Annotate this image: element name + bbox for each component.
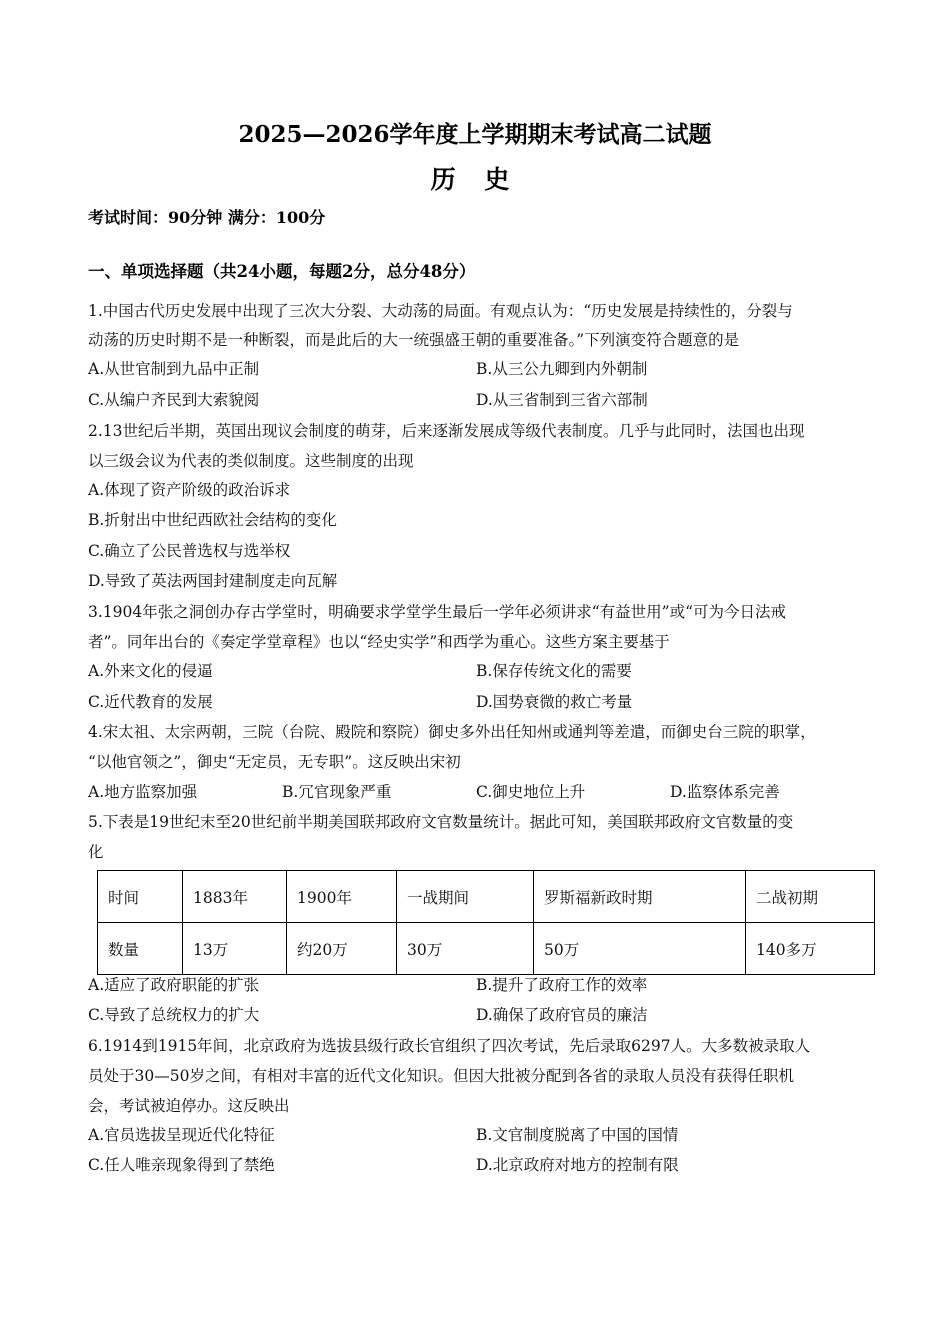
table-row	[98, 923, 875, 975]
q2-option-a: A.体现了资产阶级的政治诉求	[88, 481, 291, 499]
q6-option-d: D.北京政府对地方的控制有限	[476, 1156, 679, 1174]
q6-option-a: A.官员选拔呈现近代化特征	[88, 1126, 275, 1144]
q4-option-a: A.地方监察加强	[88, 783, 198, 801]
q6-stem-line-1: 6.1914到1915年间，北京政府为选拔县级行政长官组织了四次考试，先后录取6297人。大多数被录取人	[88, 1037, 811, 1055]
table-cell: 140多万	[746, 923, 875, 975]
table-cell: 1900年	[287, 871, 397, 923]
q5-option-a: A.适应了政府职能的扩张	[88, 976, 260, 994]
q4-option-b: B.冗官现象严重	[282, 783, 392, 801]
q6-stem-line-3: 会，考试被迫停办。这反映出	[88, 1097, 290, 1115]
q5-option-b: B.提升了政府工作的效率	[476, 976, 648, 994]
table-cell: 1883年	[183, 871, 287, 923]
q6-stem-line-2: 员处于30—50岁之间，有相对丰富的近代文化知识。但因大批被分配到各省的录取人员没有获得任职机	[88, 1067, 794, 1085]
q3-stem-line-2: 者”。同年出台的《奏定学堂章程》也以“经史实学”和西学为重心。这些方案主要基于	[88, 633, 670, 651]
q5-option-d: D.确保了政府官员的廉洁	[476, 1006, 648, 1024]
table-cell: 数量	[98, 923, 183, 975]
q2-option-b: B.折射出中世纪西欧社会结构的变化	[88, 511, 337, 529]
exam-info: 考试时间：90分钟 满分：100分	[88, 208, 326, 227]
q1-option-d: D.从三省制到三省六部制	[476, 391, 648, 409]
q4-option-c: C.御史地位上升	[476, 783, 586, 801]
subject-title: 历 史	[430, 165, 520, 194]
q2-stem-line-2: 以三级会议为代表的类似制度。这些制度的出现	[88, 452, 414, 470]
q3-option-a: A.外来文化的侵逼	[88, 662, 213, 680]
q6-option-c: C.任人唯亲现象得到了禁绝	[88, 1156, 275, 1174]
exam-title: 2025—2026学年度上学期期末考试高二试题	[238, 121, 712, 148]
section-title: 一、单项选择题（共24小题，每题2分，总分48分）	[88, 262, 476, 281]
q3-option-d: D.国势衰微的救亡考量	[476, 693, 633, 711]
q1-option-a: A.从世官制到九品中正制	[88, 360, 260, 378]
q4-stem-line-1: 4.宋太祖、太宗两朝，三院（台院、殿院和察院）御史多外出任知州或通判等差遣，而御史台三院的职掌，	[88, 723, 816, 741]
q2-option-d: D.导致了英法两国封建制度走向瓦解	[88, 572, 338, 590]
q3-option-b: B.保存传统文化的需要	[476, 662, 632, 680]
table-cell: 二战初期	[746, 871, 875, 923]
q5-stem-line-1: 5.下表是19世纪末至20世纪前半期美国联邦政府文官数量统计。据此可知，美国联邦政府文官数量的变	[88, 813, 794, 831]
q3-option-c: C.近代教育的发展	[88, 693, 213, 711]
table-cell: 约20万	[287, 923, 397, 975]
q5-stem-line-2: 化	[88, 843, 104, 861]
civil-servant-table	[97, 870, 875, 975]
q4-option-d: D.监察体系完善	[670, 783, 780, 801]
q5-option-c: C.导致了总统权力的扩大	[88, 1006, 260, 1024]
q4-stem-line-2: “以他官领之”，御史“无定员，无专职”。这反映出宋初	[88, 753, 461, 771]
table-cell: 30万	[397, 923, 534, 975]
table-cell: 时间	[98, 871, 183, 923]
q3-stem-line-1: 3.1904年张之洞创办存古学堂时，明确要求学堂学生最后一学年必须讲求“有益世用”或“可为今日法戒	[88, 603, 787, 621]
q1-stem-line-2: 动荡的历史时期不是一种断裂，而是此后的大一统强盛王朝的重要准备。”下列演变符合题意的是	[88, 331, 740, 349]
table-cell: 50万	[534, 923, 746, 975]
q2-stem-line-1: 2.13世纪后半期，英国出现议会制度的萌芽，后来逐渐发展成等级代表制度。几乎与此同时，法国也出现	[88, 422, 805, 440]
q2-option-c: C.确立了公民普选权与选举权	[88, 542, 291, 560]
table-cell: 13万	[183, 923, 287, 975]
table-row	[98, 871, 875, 923]
table-cell: 一战期间	[397, 871, 534, 923]
q6-option-b: B.文官制度脱离了中国的国情	[476, 1126, 679, 1144]
q1-option-c: C.从编户齐民到大索貌阅	[88, 391, 260, 409]
q1-stem-line-1: 1.中国古代历史发展中出现了三次大分裂、大动荡的局面。有观点认为：“历史发展是持续性的，分裂与	[88, 302, 793, 320]
table-cell: 罗斯福新政时期	[534, 871, 746, 923]
q1-option-b: B.从三公九卿到内外朝制	[476, 360, 648, 378]
